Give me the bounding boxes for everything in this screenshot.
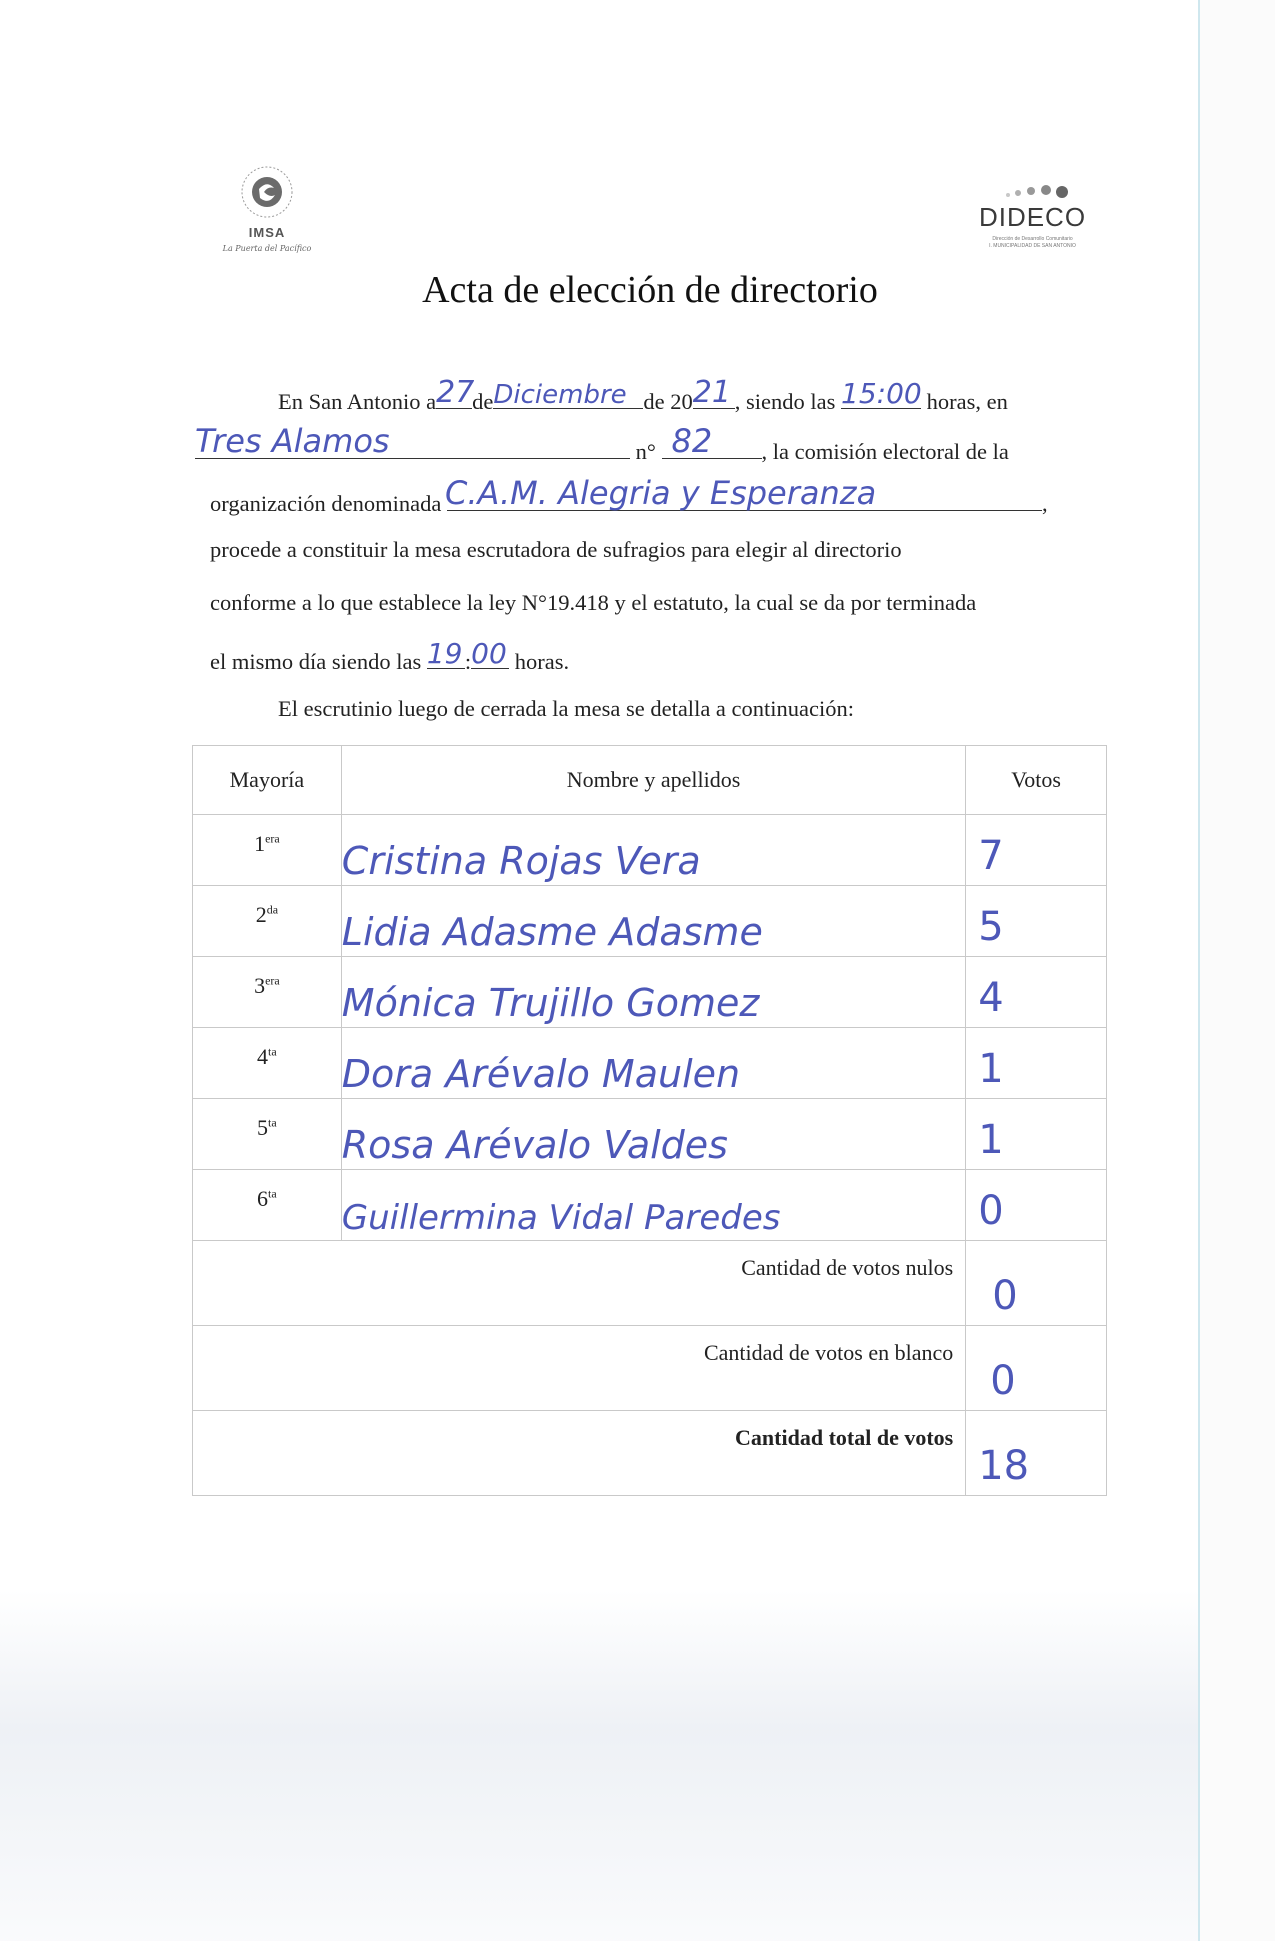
rank-number: 5: [257, 1115, 269, 1140]
table-row: [193, 1028, 1107, 1099]
dideco-logo-subtitle: Dirección de Desarrollo Comunitario: [992, 236, 1073, 242]
end-hour-field[interactable]: [426, 637, 465, 670]
votes-value: 0: [978, 1188, 1004, 1234]
rank-number: 4: [257, 1044, 269, 1069]
dideco-logo-municipality: I. MUNICIPALIDAD DE SAN ANTONIO: [989, 243, 1076, 249]
form-line-1: [278, 375, 1008, 415]
rank-number: 2: [255, 902, 267, 927]
votes-cell[interactable]: [966, 1170, 1107, 1241]
votes-cell[interactable]: [966, 886, 1107, 957]
blank-votes-value: 0: [990, 1358, 1016, 1404]
dideco-dots-icon: [1000, 180, 1080, 202]
place-value: Tres Alamos: [195, 422, 390, 460]
candidate-name: Cristina Rojas Vera: [341, 839, 701, 883]
text-fragment: el mismo día siendo las: [210, 649, 422, 674]
number-value: 82: [671, 422, 713, 460]
text-fragment: En San Antonio a: [278, 389, 437, 414]
day-field[interactable]: [436, 375, 475, 410]
null-votes-label: Cantidad de votos nulos: [193, 1241, 966, 1326]
dideco-logo-name: DIDECO: [978, 202, 1087, 232]
candidate-name-cell[interactable]: [341, 1099, 965, 1170]
place-field[interactable]: [195, 422, 630, 460]
year-value: 21: [692, 375, 731, 410]
scan-shadow: [0, 1590, 1198, 1941]
table-row: [193, 957, 1107, 1028]
rank-cell: [193, 1028, 342, 1099]
number-field[interactable]: [662, 422, 762, 460]
table-row: [193, 1099, 1107, 1170]
page-edge: [1198, 0, 1200, 1941]
rank-suffix: ta: [268, 1186, 277, 1201]
form-line-5: conforme a lo que establece la ley N°19.418 y el estatuto, la cual se da por terminada: [210, 590, 977, 615]
text-fragment: ,: [1042, 491, 1048, 516]
year-field[interactable]: [692, 375, 735, 410]
null-votes-row: [193, 1241, 1107, 1326]
table-row: [193, 815, 1107, 886]
rank-suffix: da: [266, 902, 279, 917]
text-fragment: n°: [635, 439, 656, 464]
rank-cell: [193, 815, 342, 886]
rank-cell: [193, 957, 342, 1028]
candidate-name: Lidia Adasme Adasme: [341, 910, 763, 954]
candidate-name-cell[interactable]: [341, 886, 965, 957]
rank-cell: [193, 886, 342, 957]
text-fragment: organización denominada: [210, 491, 442, 516]
rank-number: 6: [257, 1186, 269, 1211]
form-line-2: [195, 422, 1009, 465]
table-header-row: [193, 746, 1107, 815]
rank-suffix: era: [265, 973, 280, 988]
votes-value: 5: [978, 904, 1004, 950]
rank-number: 1: [254, 831, 266, 856]
table-row: [193, 1170, 1107, 1241]
votes-cell[interactable]: [966, 1099, 1107, 1170]
votes-value: 1: [978, 1117, 1004, 1163]
total-votes-cell[interactable]: [966, 1411, 1107, 1496]
end-hour-value: 19: [426, 637, 463, 670]
start-time-field[interactable]: [841, 377, 922, 410]
form-line-7: El escrutinio luego de cerrada la mesa se detalla a continuación:: [278, 696, 855, 721]
form-line-4: procede a constituir la mesa escrutadora de sufragios para elegir al directorio: [210, 537, 902, 562]
votes-value: 7: [978, 833, 1004, 879]
dideco-logo: [970, 180, 1095, 255]
document-title: Acta de elección de directorio: [422, 269, 878, 311]
null-votes-cell[interactable]: [966, 1241, 1107, 1326]
total-votes-value: 18: [978, 1443, 1030, 1489]
blank-votes-row: [193, 1326, 1107, 1411]
text-fragment: de: [472, 389, 494, 414]
rank-cell: [193, 1099, 342, 1170]
imsa-logo: [212, 165, 322, 260]
form-line-3: [210, 474, 1048, 517]
total-votes-row: [193, 1411, 1107, 1496]
rank-cell: [193, 1170, 342, 1241]
rank-suffix: era: [265, 831, 280, 846]
day-value: 27: [436, 375, 475, 410]
candidate-name: Dora Arévalo Maulen: [341, 1052, 741, 1096]
form-line-6: [210, 637, 570, 675]
end-minute-field[interactable]: [471, 637, 509, 670]
organization-field[interactable]: [445, 474, 1042, 512]
header-votes: Votos: [966, 746, 1107, 815]
null-votes-value: 0: [992, 1273, 1018, 1319]
candidate-name-cell[interactable]: [341, 1028, 965, 1099]
month-field[interactable]: [493, 382, 643, 409]
header-name: Nombre y apellidos: [341, 746, 965, 815]
votes-value: 4: [978, 975, 1004, 1021]
text-fragment: , la comisión electoral de la: [761, 439, 1009, 464]
imsa-logo-tagline: La Puerta del Pacífico: [222, 244, 312, 253]
candidate-name-cell[interactable]: [341, 957, 965, 1028]
text-fragment: horas, en: [926, 389, 1008, 414]
imsa-seal-icon: [240, 165, 294, 219]
table-row: [193, 886, 1107, 957]
month-value: Diciembre: [493, 380, 627, 410]
candidate-name: Mónica Trujillo Gomez: [341, 981, 760, 1025]
text-fragment: horas.: [514, 649, 570, 674]
text-fragment: , siendo las: [734, 389, 836, 414]
rank-number: 3: [254, 973, 266, 998]
text-fragment: :: [464, 649, 472, 674]
votes-cell[interactable]: [966, 1028, 1107, 1099]
candidate-name-cell[interactable]: [341, 1170, 965, 1241]
start-time-value: 15:00: [841, 377, 922, 410]
votes-cell[interactable]: [966, 957, 1107, 1028]
rank-suffix: ta: [268, 1115, 277, 1130]
votes-cell[interactable]: [966, 815, 1107, 886]
header-rank: Mayoría: [193, 746, 342, 815]
candidate-name: Rosa Arévalo Valdes: [341, 1123, 728, 1167]
blank-votes-cell[interactable]: [966, 1326, 1107, 1411]
votes-value: 1: [978, 1046, 1004, 1092]
results-table: [192, 745, 1107, 1496]
total-votes-label: Cantidad total de votos: [193, 1411, 966, 1496]
end-minute-value: 00: [471, 637, 507, 670]
candidate-name-cell[interactable]: [341, 815, 965, 886]
text-fragment: de 20: [643, 389, 693, 414]
rank-suffix: ta: [268, 1044, 277, 1059]
imsa-logo-name: IMSA: [248, 225, 286, 240]
blank-votes-label: Cantidad de votos en blanco: [193, 1326, 966, 1411]
candidate-name: Guillermina Vidal Paredes: [341, 1198, 781, 1238]
organization-value: C.A.M. Alegria y Esperanza: [445, 474, 877, 512]
